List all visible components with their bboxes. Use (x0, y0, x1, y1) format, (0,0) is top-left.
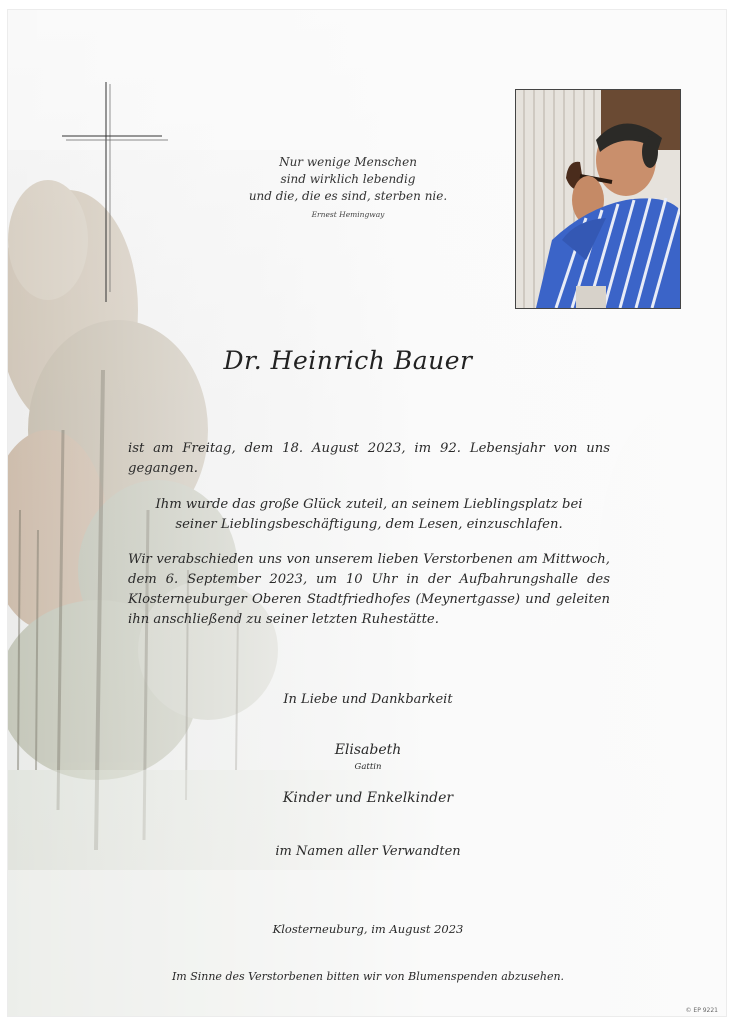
relatives-line: im Namen aller Verwandten (275, 844, 461, 859)
spouse-role: Gattin (354, 762, 382, 772)
obituary-page (8, 10, 726, 1016)
quote-line: Nur wenige Menschen (279, 155, 417, 169)
quote-line: sind wirklich lebendig (280, 172, 416, 186)
deceased-name: Dr. Heinrich Bauer (223, 346, 473, 375)
quote-line: und die, die es sind, sterben nie. (248, 189, 448, 203)
cross-icon (62, 82, 172, 304)
family-members: Kinder und Enkelkinder (282, 790, 454, 806)
quote (198, 154, 498, 223)
passing-description (128, 495, 610, 535)
print-code: © EP 9221 (685, 1007, 718, 1014)
funeral-details: Wir verabschieden uns von unserem lieben Verstorbenen am Mittwoch, dem 6. September 2023, um 10 Uhr in der Aufbahrungshalle des Klosterneuburger Oberen Stadtfriedhofes (Meynertgasse) und geleiten ihn anschließend zu seiner letzten Ruhestätte. (128, 552, 610, 627)
portrait-photo (515, 89, 681, 309)
death-announcement: ist am Freitag, dem 18. August 2023, im 92. Lebensjahr von uns gegangen. (128, 441, 610, 476)
flowers-note: Im Sinne des Verstorbenen bitten wir von Blumenspenden abzusehen. (171, 970, 565, 983)
passing-line-1: Ihm wurde das große Glück zuteil, an seinem Lieblingsplatz bei (155, 497, 583, 512)
mourners-intro: In Liebe und Dankbarkeit (283, 692, 453, 707)
place-date: Klosterneuburg, im August 2023 (272, 922, 464, 936)
spouse-name: Elisabeth (334, 742, 402, 758)
quote-author: Ernest Hemingway (311, 210, 385, 219)
passing-line-2: seiner Lieblingsbeschäftigung, dem Lesen, einzuschlafen. (175, 517, 563, 532)
